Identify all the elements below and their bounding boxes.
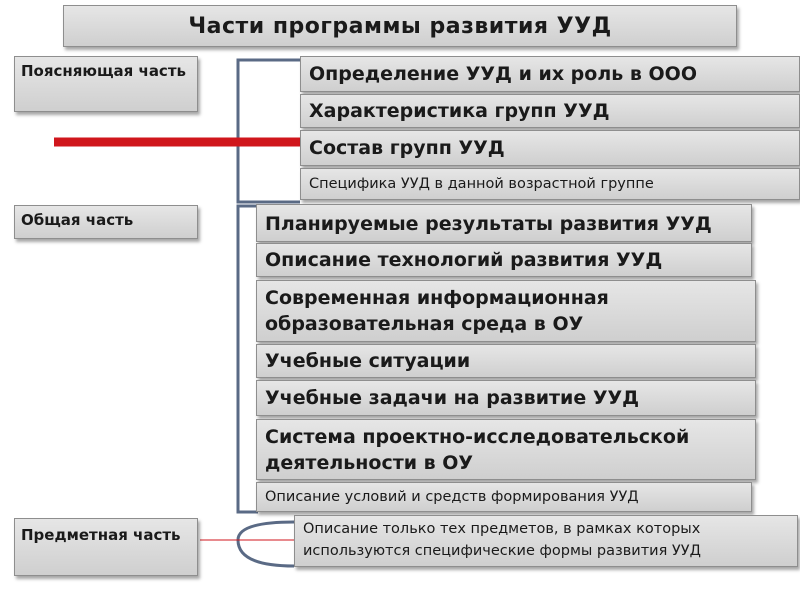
general-item: Современная информационная образовательная среда в ОУ <box>256 280 756 342</box>
general-item: Система проектно-исследовательской деятельности в ОУ <box>256 419 756 480</box>
section-subject: Предметная часть <box>14 518 198 576</box>
explanatory-item: Характеристика групп УУД <box>300 94 800 128</box>
bracket-general <box>238 206 258 512</box>
general-item: Описание условий и средств формирования УУД <box>256 482 752 512</box>
explanatory-item: Специфика УУД в данной возрастной группе <box>300 168 800 200</box>
section-explanatory: Поясняющая часть <box>14 56 198 112</box>
explanatory-item: Состав групп УУД <box>300 130 800 166</box>
general-item: Планируемые результаты развития УУД <box>256 204 752 242</box>
bracket-subject <box>238 522 294 566</box>
page-title: Части программы развития УУД <box>63 5 737 47</box>
subject-item: Описание только тех предметов, в рамках которых используются специфические формы развития УУД <box>294 515 798 567</box>
bracket-explanatory <box>238 60 300 202</box>
section-general: Общая часть <box>14 205 198 239</box>
general-item: Учебные ситуации <box>256 344 756 378</box>
general-item: Учебные задачи на развитие УУД <box>256 380 756 416</box>
general-item: Описание технологий развития УУД <box>256 243 752 277</box>
explanatory-item: Определение УУД и их роль в ООО <box>300 56 800 92</box>
